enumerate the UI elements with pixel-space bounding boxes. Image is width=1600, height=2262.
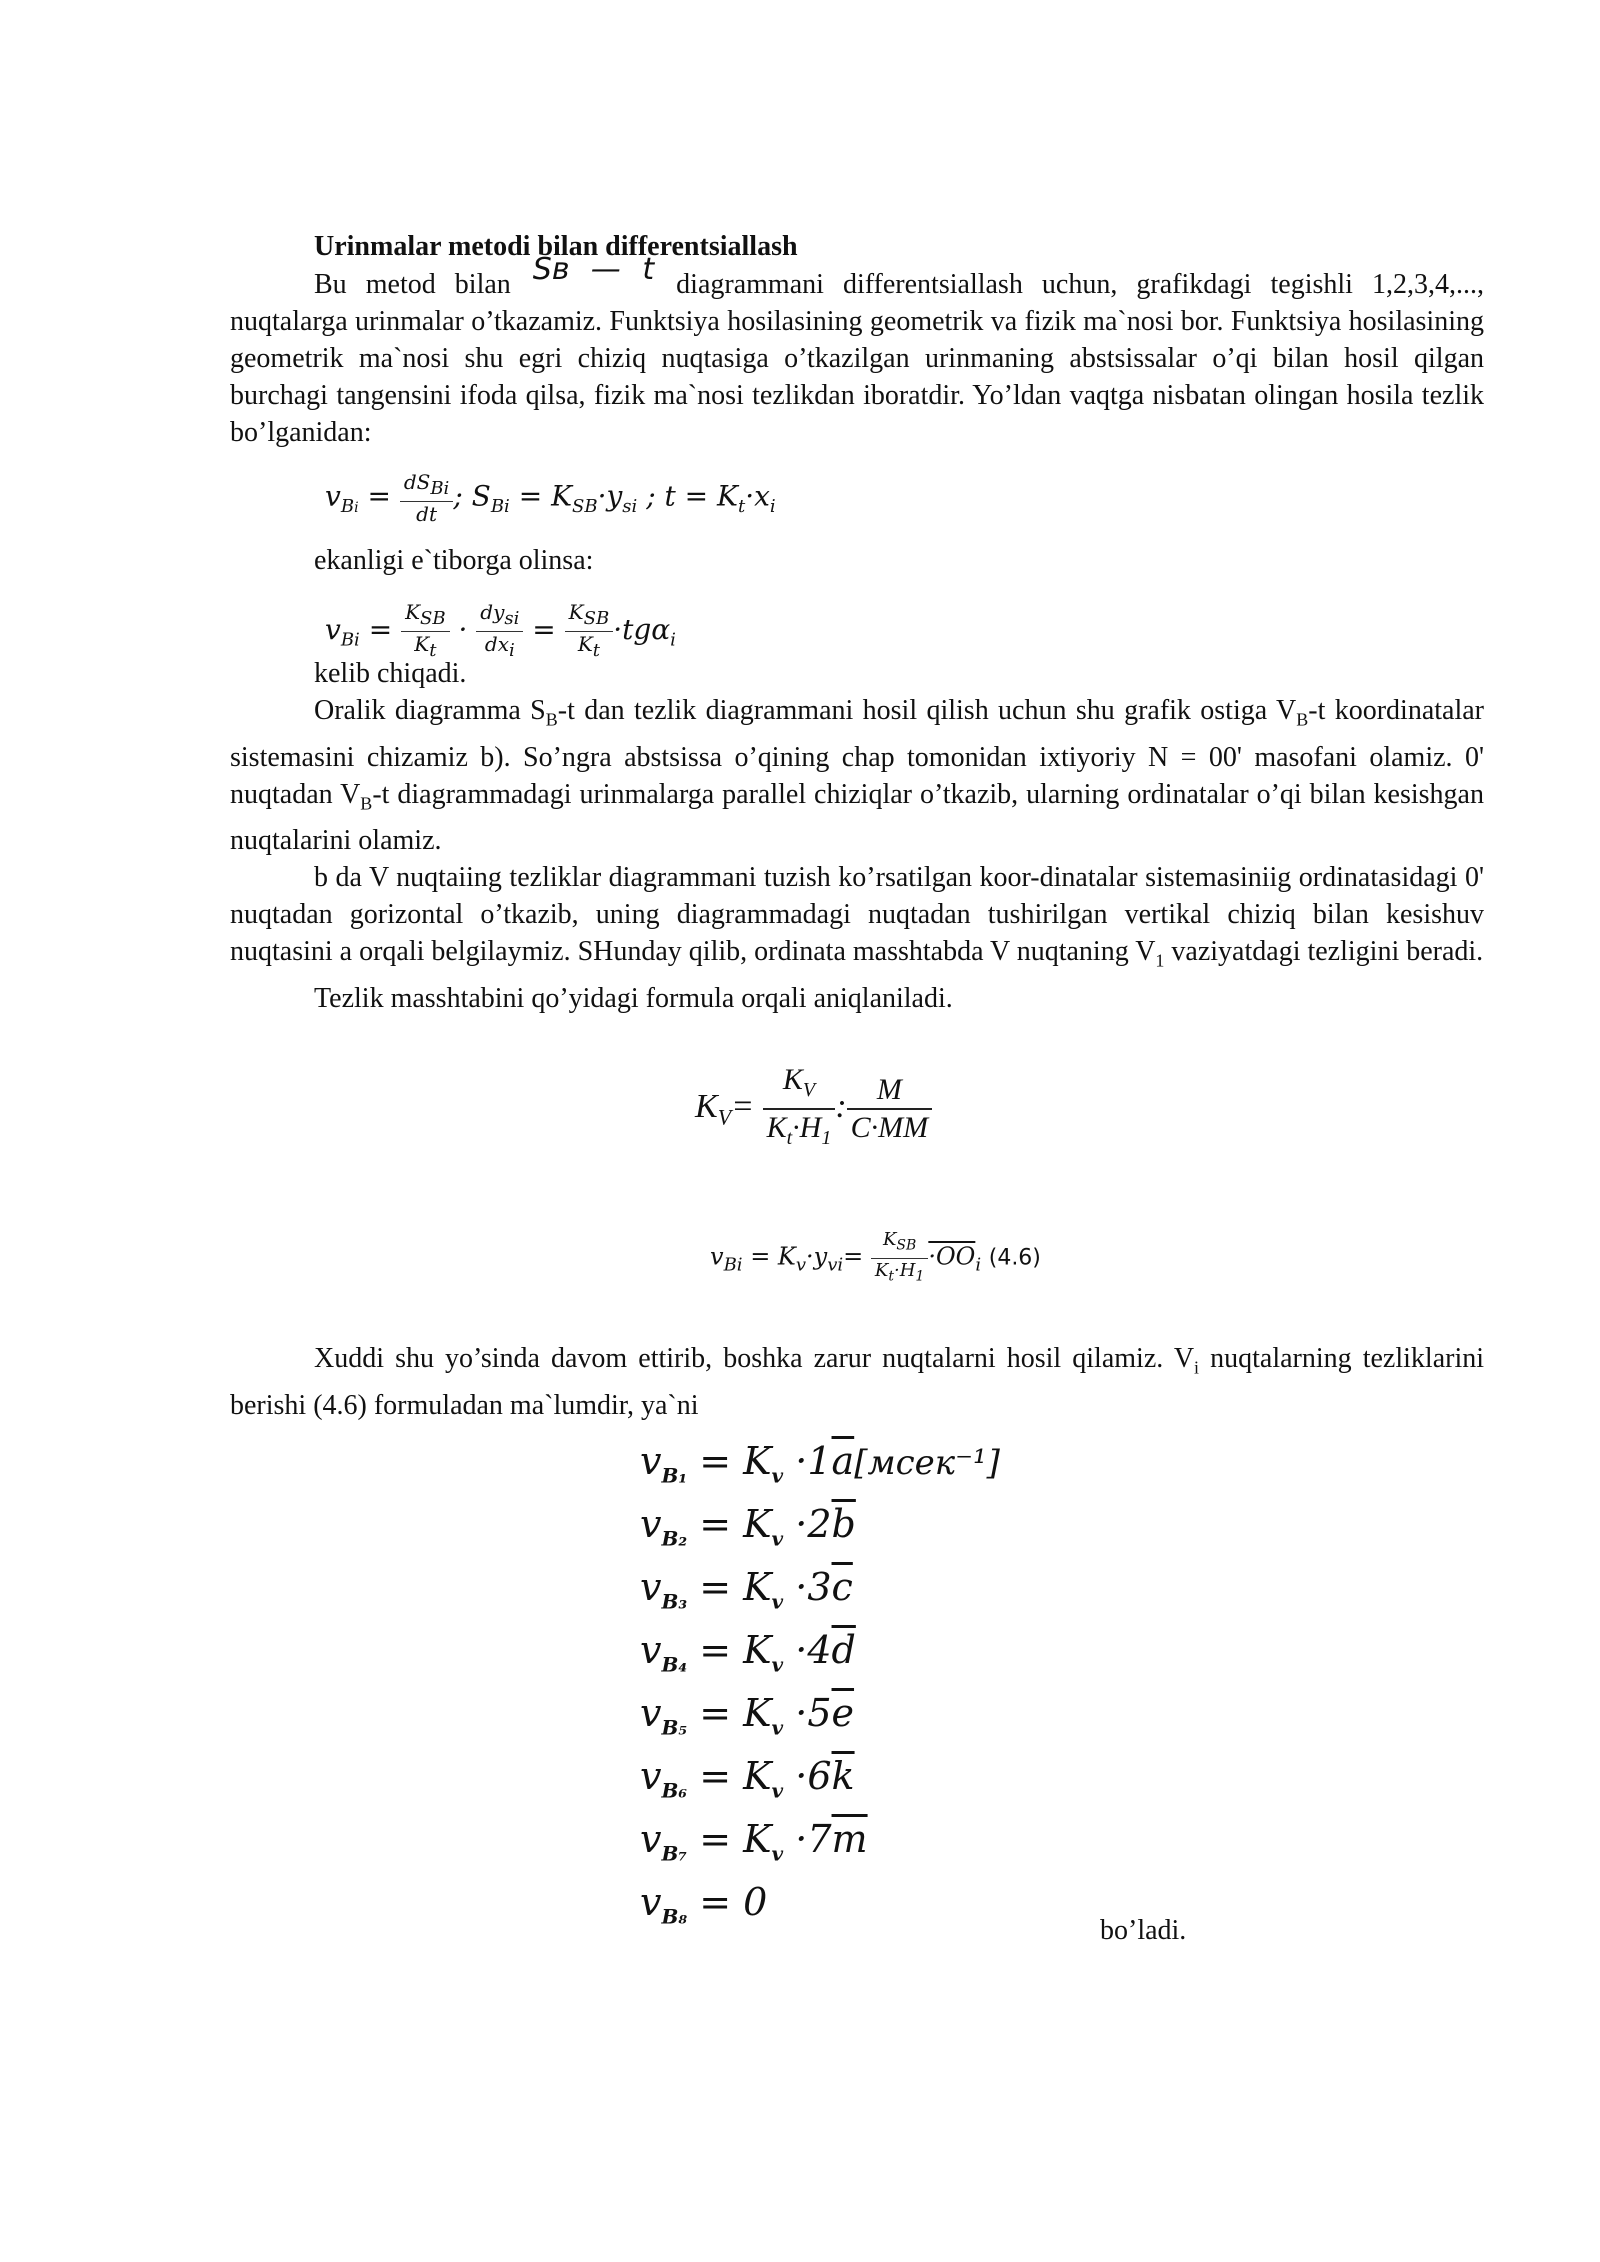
velocity-row: $v_{B_7} = K_v \cdot 7\overline{m}$ <box>640 1817 868 1866</box>
section-body <box>230 228 1484 451</box>
velocity-row: $v_{B_6} = K_v \cdot 6\overline{k}$ <box>640 1754 855 1803</box>
inline-formula-sb-t: Sʙ — t <box>532 252 655 287</box>
velocity-row: $v_{B_4} = K_v \cdot 4\overline{d}$ <box>640 1628 856 1677</box>
velocity-row: $v_{B_2} = K_v \cdot 2\overline{b}$ <box>640 1502 856 1551</box>
section-body-2 <box>230 655 1484 1017</box>
velocity-row: $v_{B_5} = K_v \cdot 5\overline{e}$ <box>640 1691 855 1740</box>
velocity-row: $v_{B_1} = K_v$ $\cdot 1\overline{a}[мсек^{-1}]$ <box>640 1439 1000 1488</box>
closing-text: bo’ladi. <box>1100 1915 1187 1946</box>
equation-label: (4.6) <box>988 1245 1041 1271</box>
velocity-list <box>640 1430 1000 1934</box>
formula-4-6: $v_{Bi} = K_v\cdot y_{vi}=$ $\frac{K_{SB}}{K_t\cdot H_1}$ $\cdot OO_i$ (4.6) <box>710 1229 1041 1285</box>
velocity-row: $v_{B_3} = K_v \cdot 3\overline{c}$ <box>640 1565 853 1614</box>
section-body-3 <box>230 1340 1484 1424</box>
velocity-row: $v_{B_8} = 0$ <box>640 1880 768 1929</box>
paragraph-1: Bu metod bilan Sʙ — t diagrammani differentsiallash uchun, grafikdagi tegishli 1,2,3,4,..., nuqtalarga urinmalar o’tkazamiz. Funktsiya hosilasining geometrik va fizik ma`nosi bor. Funktsiya hosilasining geometrik ma`nosi shu egri chiziq nuqtasiga o’tkazilgan urinmaning abstsissalar o’qi bilan hosil qilgan burchagi tangensini ifoda qilsa, fizik ma`nosi tezlikdan iboratdir. Yo’ldan vaqtga nisbatan olingan hosila tezlik bo’lganidan: <box>230 252 1484 448</box>
text-after-eq1: ekanligi e`tiborga olinsa: <box>314 545 594 576</box>
formula-velocity-tangent: $v_{Bi}$ = $\frac{K_{SB}}{K_t}$ · $\frac{dy_{si}}{dx_i}$ = $\frac{K_{SB}}{K_t}$ ·tgα$_i$ <box>325 600 676 661</box>
paragraph-4: Tezlik masshtabini qo’yidagi formula orqali aniqlaniladi. <box>314 982 953 1014</box>
text-after-eq2: kelib chiqadi. <box>314 658 467 689</box>
paragraph-5: Xuddi shu yo’sinda davom ettirib, boshka zarur nuqtalarni hosil qilamiz. $V_i$ nuqtalarning tezliklarini berishi (4.6) formuladan ma`lumdir, ya`ni <box>230 1343 1485 1421</box>
section-title: Urinmalar metodi bilan differentsiallash <box>314 231 798 262</box>
formula-velocity-definition: $v_{Bi}$ = $\frac{dS_{Bi}}{dt}$ ; $S_{Bi} = K_{SB}\cdot y_{si}$ ; $t = K_t\cdot x_i$ <box>325 470 776 526</box>
paragraph-3: b da V nuqtaiing tezliklar diagrammani tuzish ko’rsatilgan koor-dinatalar sistemasiniig ordinatasidagi 0' nuqtadan gorizontal o’tkazib, uning diagrammadagi nuqtadan tushirilgan vertikal chiziq bilan kesishuv nuqtasini a orqali belgilaymiz. SHunday qilib, ordinata masshtabda V nuqtaning $V_1$ vaziyatdagi tezligini beradi. <box>230 862 1484 971</box>
paragraph-2: Oralik diagramma $S_B-t$ dan tezlik diagrammani hosil qilish uchun shu grafik ostiga $V_B-t$ koordinatalar sistemasini chizamiz b). So’ngra abstsissa o’qining chap tomonidan ixtiyoriy N = 00' masofani olamiz. 0' nuqtadan $V_B-t$ diagrammadagi urinmalarga parallel chiziqlar o’tkazib, ularning ordinatalar o’qi bilan kesishgan nuqtalarini olamiz. <box>230 695 1484 857</box>
formula-velocity-scale: $K_V=$ $\frac{K_V}{K_t\cdot H_1}$ : $\frac{M}{C\cdot MM}$ <box>695 1062 932 1156</box>
